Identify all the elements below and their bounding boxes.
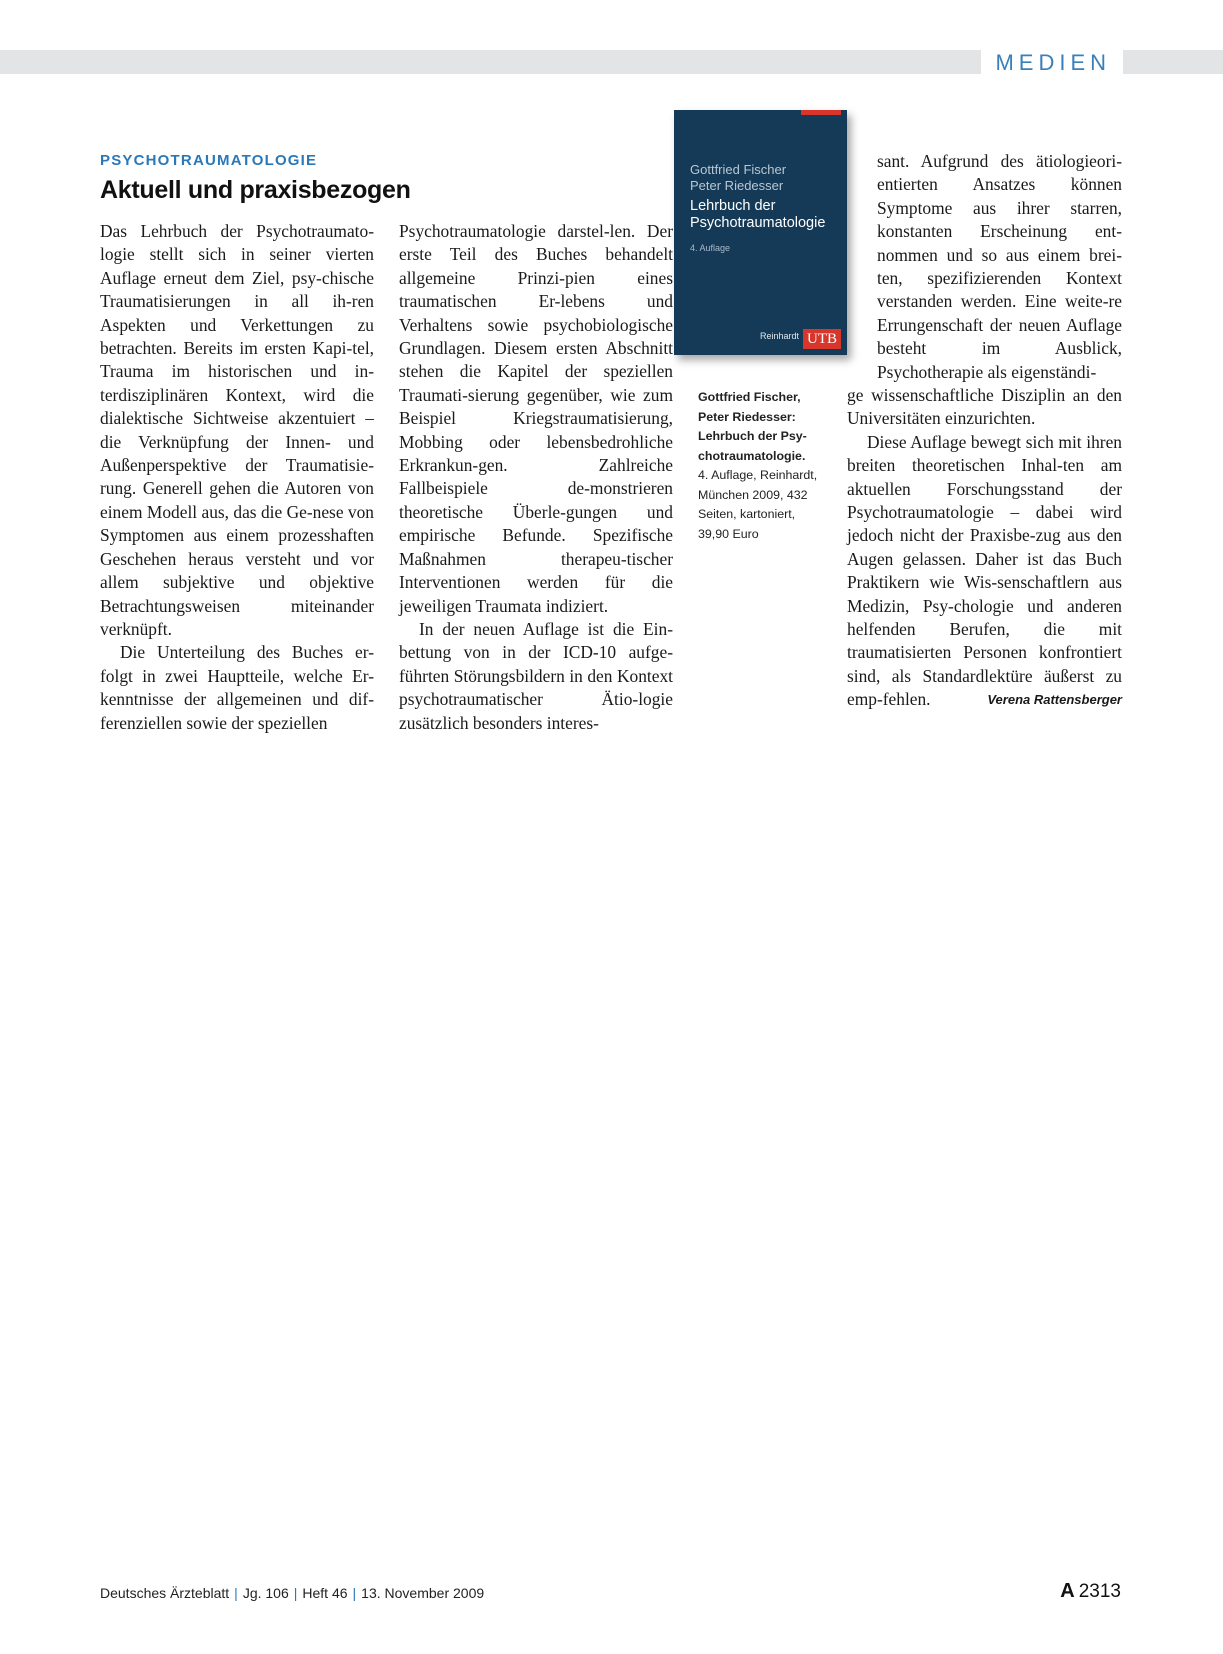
paragraph: Psychotraumatologie darstel-len. Der erste Teil des Buches behandelt allgemeine Prinzi-pien eines traumatischen Er-lebens und Verhaltens sowie psychobiologische Grundlagen. Diesem ersten Abschnitt stehen die Kapitel der speziellen Traumati-sierung gegenüber, wie zum Beispiel Kriegstraumatisierung, Mobbing oder lebensbedrohliche Erkrankun-gen. Zahlreiche Fallbeispiele de-monstrieren theoretische Überle-gungen und empirische Befunde. Spezifische Maßnahmen therapeu-tischer Interventionen werden für die jeweiligen Traumata indiziert. <box>399 221 673 616</box>
footer-separator: | <box>352 1585 357 1601</box>
cover-title <box>690 198 825 232</box>
paragraph-text: Diese Auflage bewegt sich mit ihren breiten theoretischen Inhal-ten am aktuellen Forschungsstand der Psychotraumatologie – dabei wird jedoch nicht der Praxisbe-zug aus den Augen gelassen. Daher ist das Buch Praktikern wie Wis-senschaftlern aus Medizin, Psy-chologie und anderen helfenden Berufen, die mit traumatisierten Personen konfrontiert sind, als Standardlektüre äußerst zu emp-fehlen. <box>847 431 1122 710</box>
text-column-3 <box>847 384 1122 712</box>
paragraph: Das Lehrbuch der Psychotraumato-logie stellt sich in seiner vierten Auflage erneut dem Ziel, psy-chische Traumatisierungen in all ih-ren Aspekten und Verkettungen zu betrachten. Bereits im ersten Kapi-tel, Trauma im historischen und in-terdisziplinären Kontext, wird die dialektische Sichtweise akzentuiert – die Verknüpfung der Innen- und Außenperspektive der Traumatisie-rung. Generell gehen die Autoren von einem Modell aus, das die Ge-nese von Symptomen aus einem prozesshaften Geschehen heraus versteht und vor allem subjektive und objektive Betrachtungsweisen miteinander verknüpft. <box>100 221 374 639</box>
page-footer <box>100 1585 484 1601</box>
paragraph <box>847 431 1122 712</box>
caption-details: 4. Auflage, Reinhardt, München 2009, 432 Seiten, kartoniert, 39,90 Euro <box>698 468 818 541</box>
caption-title: Gottfried Fischer, Peter Riedesser: Lehrbuch der Psy-chotraumatologie. <box>698 390 807 463</box>
article-title: Aktuell und praxisbezogen <box>100 176 411 204</box>
page-prefix: A <box>1060 1580 1075 1602</box>
cover-authors <box>690 162 786 194</box>
cover-publisher: Reinhardt <box>759 331 799 341</box>
paragraph: In der neuen Auflage ist die Ein-bettung von in der ICD-10 aufge-führten Störungsbildern in den Kontext psychotraumatischer Ätio-logie zusätzlich besonders interes- <box>399 618 673 733</box>
section-label: MEDIEN <box>981 48 1123 78</box>
paragraph: ge wissenschaftliche Disziplin an den Universitäten einzurichten. <box>847 385 1122 429</box>
cover-author: Gottfried Fischer <box>690 162 787 177</box>
author-signature: Verena Rattensberger <box>987 692 1122 708</box>
text-column-3-top: sant. Aufgrund des ätiologieori-entierten Ansatzes können Symptome aus ihrer starren, konstanten Erscheinung ent-nommen und so aus einem brei-ten, spezifizierenden Kontext verstanden werden. Eine weite-re Errungenschaft der neuen Auflage besteht im Ausblick, Psychotherapie als eigenständi- <box>877 151 1122 382</box>
footer-separator: | <box>234 1585 238 1601</box>
cover-series-logo: UTB <box>803 329 841 349</box>
cover-accent-strip <box>801 110 841 115</box>
article-kicker: PSYCHOTRAUMATOLOGIE <box>100 152 318 169</box>
page-number <box>1060 1580 1121 1603</box>
journal-issue: Heft 46 <box>302 1585 348 1601</box>
journal-name: Deutsches Ärzteblatt <box>100 1585 230 1601</box>
book-cover-image <box>674 110 847 355</box>
text-column-2 <box>399 220 673 735</box>
cover-title-line: Lehrbuch der <box>690 198 776 214</box>
footer-separator: | <box>293 1585 298 1601</box>
journal-date: 13. November 2009 <box>361 1585 485 1601</box>
page-number-value: 2313 <box>1078 1581 1121 1602</box>
book-caption <box>698 388 828 544</box>
cover-title-line: Psychotraumatologie <box>690 215 826 231</box>
text-column-1 <box>100 220 374 735</box>
journal-volume: Jg. 106 <box>242 1585 289 1601</box>
cover-edition: 4. Auflage <box>690 243 731 253</box>
cover-author: Peter Riedesser <box>690 178 784 193</box>
paragraph: Die Unterteilung des Buches er-folgt in zwei Hauptteile, welche Er-kenntnisse der allgemeinen und dif-ferenziellen sowie der speziellen <box>100 642 374 733</box>
